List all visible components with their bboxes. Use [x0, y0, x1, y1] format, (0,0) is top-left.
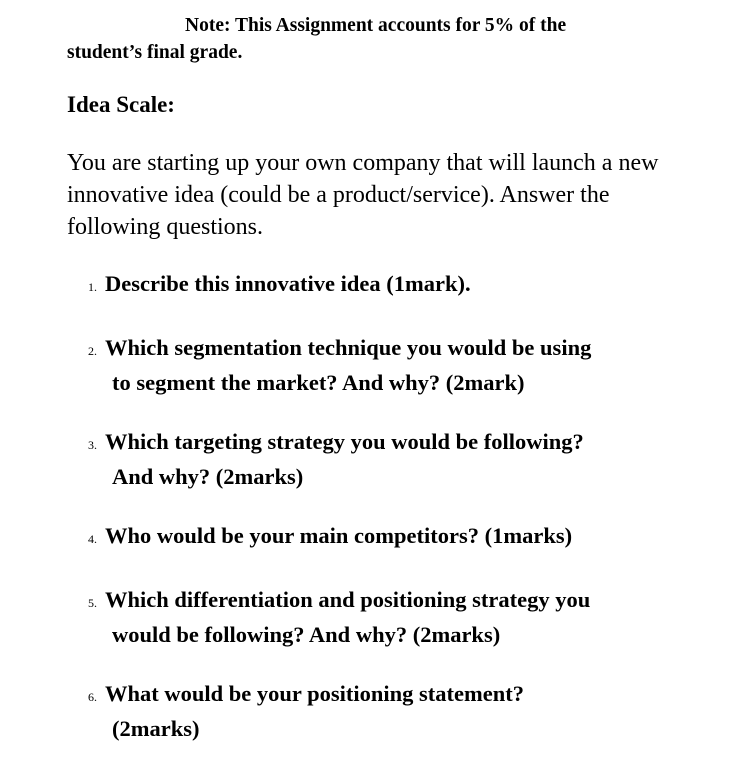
- question-item: [88, 426, 708, 492]
- question-item: [88, 584, 708, 650]
- question-number: 4.: [88, 532, 97, 546]
- question-item: [88, 520, 708, 555]
- question-text: Which differentiation and positioning strategy you: [105, 587, 591, 612]
- question-text: Which targeting strategy you would be following?: [105, 429, 584, 454]
- note-line-2: student’s final grade.: [67, 42, 243, 63]
- question-text: Which segmentation technique you would be using: [105, 335, 592, 360]
- question-text-continued: (2marks): [112, 716, 200, 741]
- question-text-continued: would be following? And why? (2marks): [112, 622, 501, 647]
- question-text: Who would be your main competitors? (1marks): [105, 523, 573, 548]
- question-item: [88, 332, 708, 398]
- question-item: [88, 268, 708, 303]
- question-text: What would be your positioning statement?: [105, 681, 525, 706]
- section-heading: Idea Scale:: [67, 92, 175, 117]
- question-number: 2.: [88, 344, 97, 358]
- question-text-continued: to segment the market? And why? (2mark): [112, 370, 525, 395]
- question-text: Describe this innovative idea (1mark).: [105, 271, 471, 296]
- question-number: 1.: [88, 280, 97, 294]
- intro-paragraph: You are starting up your own company that will launch a new innovative idea (could be a product/service). Answer the following questions.: [67, 150, 659, 240]
- question-number: 6.: [88, 690, 97, 704]
- question-number: 3.: [88, 438, 97, 452]
- assignment-note: [67, 12, 667, 66]
- question-number: 5.: [88, 596, 97, 610]
- question-item: [88, 678, 708, 744]
- note-line-1: Note: This Assignment accounts for 5% of the: [185, 15, 567, 36]
- question-text-continued: And why? (2marks): [112, 464, 304, 489]
